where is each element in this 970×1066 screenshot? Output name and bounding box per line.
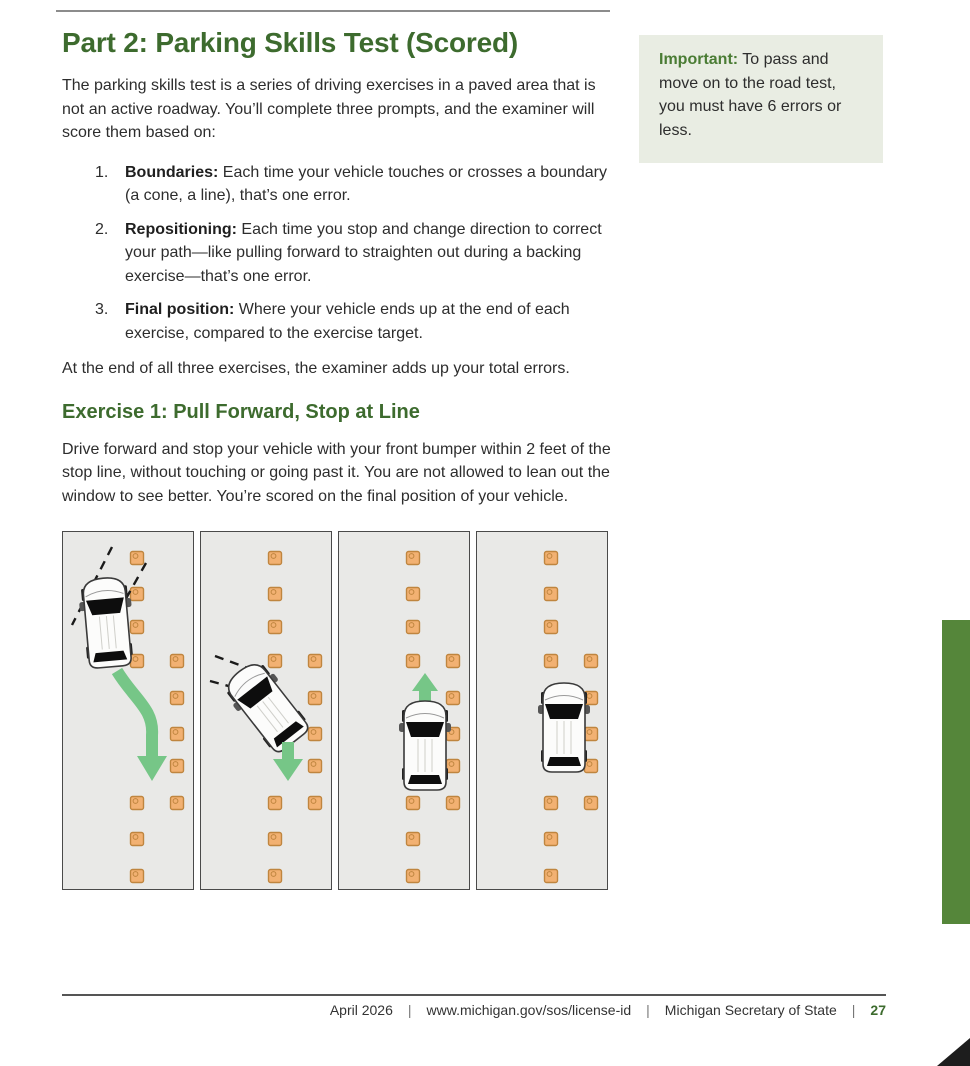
- corner-arrow: [937, 1038, 970, 1066]
- list-item: [62, 218, 611, 289]
- top-divider: [56, 10, 610, 12]
- list-item-lead: Final position:: [125, 301, 235, 318]
- callout-label: Important:: [659, 51, 739, 68]
- list-item-lead: Boundaries:: [125, 163, 219, 181]
- callout-text: To pass and move on to the road test, you must have 6 errors or less.: [659, 51, 842, 139]
- summary-paragraph: At the end of all three exercises, the examiner adds up your total errors.: [62, 360, 570, 377]
- green-edge-bar: [942, 620, 970, 924]
- footer-separator: |: [851, 1002, 856, 1018]
- list-number: 2.: [95, 220, 109, 238]
- list-item: [62, 161, 611, 208]
- diagram-panel-3: [338, 531, 470, 890]
- list-item-body: Each time your vehicle touches or crosses a boundary (a cone, a line), that’s one error.: [125, 163, 607, 204]
- list-item-text: [125, 218, 611, 289]
- scoring-list: [62, 161, 611, 346]
- footer-url: www.michigan.gov/sos/license-id: [426, 1002, 632, 1018]
- list-number: 1.: [95, 163, 109, 181]
- footer-divider: [62, 994, 886, 996]
- footer-separator: |: [407, 1002, 412, 1018]
- intro-paragraph: The parking skills test is a series of driving exercises in a paved area that is not an active roadway. You’ll complete three prompts, and the examiner will score them based on:: [62, 77, 596, 141]
- footer-org: Michigan Secretary of State: [664, 1002, 837, 1018]
- diagram-panel-2: [200, 531, 332, 890]
- important-callout: [639, 35, 883, 163]
- page-title: Part 2: Parking Skills Test (Scored): [62, 27, 518, 58]
- page-number: 27: [870, 1002, 886, 1018]
- main-content-column: [62, 26, 611, 890]
- exercise-paragraph: Drive forward and stop your vehicle with your front bumper within 2 feet of the stop line, without touching or going past it. You are not allowed to lean out the window to see better. You’re scored on the final position of your vehicle.: [62, 440, 611, 505]
- exercise-heading: Exercise 1: Pull Forward, Stop at Line: [62, 400, 420, 423]
- list-item: [62, 298, 611, 345]
- list-item-body: Each time you stop and change direction to correct your path—like pulling forward to straighten out during a backing exercise—that’s one error.: [125, 220, 602, 285]
- diagram-panel-4: [476, 531, 608, 890]
- page-footer: [62, 1001, 886, 1019]
- diagram-panel-1: [62, 531, 194, 890]
- list-number: 3.: [95, 301, 109, 318]
- list-item-lead: Repositioning:: [125, 220, 237, 238]
- footer-date: April 2026: [329, 1002, 393, 1018]
- list-item-text: [125, 298, 611, 345]
- footer-separator: |: [646, 1002, 650, 1018]
- list-item-text: [125, 161, 611, 208]
- parking-exercise-diagram: [62, 531, 611, 890]
- list-item-body: Where your vehicle ends up at the end of each exercise, compared to the exercise target.: [125, 301, 570, 342]
